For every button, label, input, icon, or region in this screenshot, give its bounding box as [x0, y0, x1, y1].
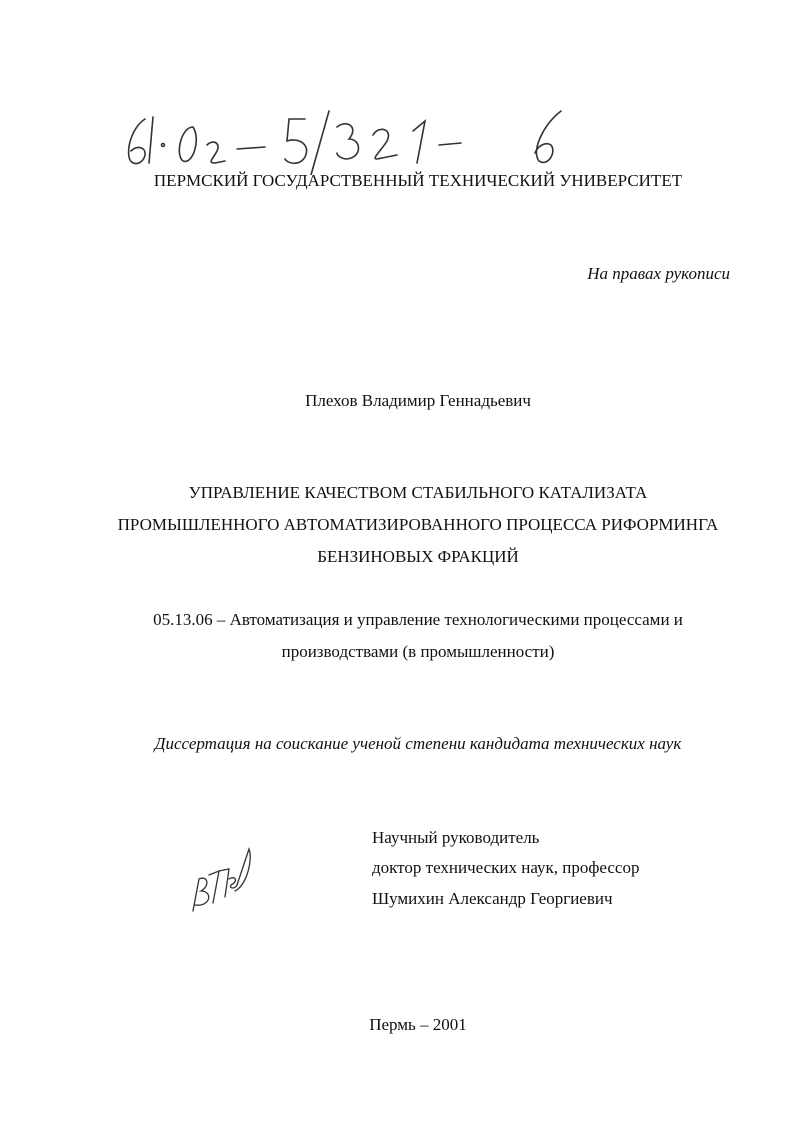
title-line: ПРОМЫШЛЕННОГО АВТОМАТИЗИРОВАННОГО ПРОЦЕССА РИФОРМИНГА: [117, 515, 719, 534]
title-line: УПРАВЛЕНИЕ КАЧЕСТВОМ СТАБИЛЬНОГО КАТАЛИЗАТА: [188, 483, 648, 502]
manuscript-rights: На правах рукописи: [587, 264, 730, 283]
city-year: Пермь – 2001: [369, 1015, 467, 1034]
author-name: Плехов Владимир Геннадьевич: [305, 391, 531, 410]
supervisor-degree: доктор технических наук, профессор: [372, 858, 640, 877]
dissertation-statement: Диссертация на соискание ученой степени кандидата технических наук: [154, 734, 682, 753]
title-line: БЕНЗИНОВЫХ ФРАКЦИЙ: [317, 547, 519, 566]
specialty-line: производствами (в промышленности): [281, 642, 555, 661]
handwritten-code: [115, 105, 575, 175]
specialty-line: 05.13.06 – Автоматизация и управление технологическими процессами и: [153, 610, 683, 629]
signature: [185, 845, 255, 915]
university-name: ПЕРМСКИЙ ГОСУДАРСТВЕННЫЙ ТЕХНИЧЕСКИЙ УНИВЕРСИТЕТ: [153, 171, 683, 190]
supervisor-label: Научный руководитель: [372, 828, 540, 847]
supervisor-name: Шумихин Александр Георгиевич: [372, 889, 613, 908]
